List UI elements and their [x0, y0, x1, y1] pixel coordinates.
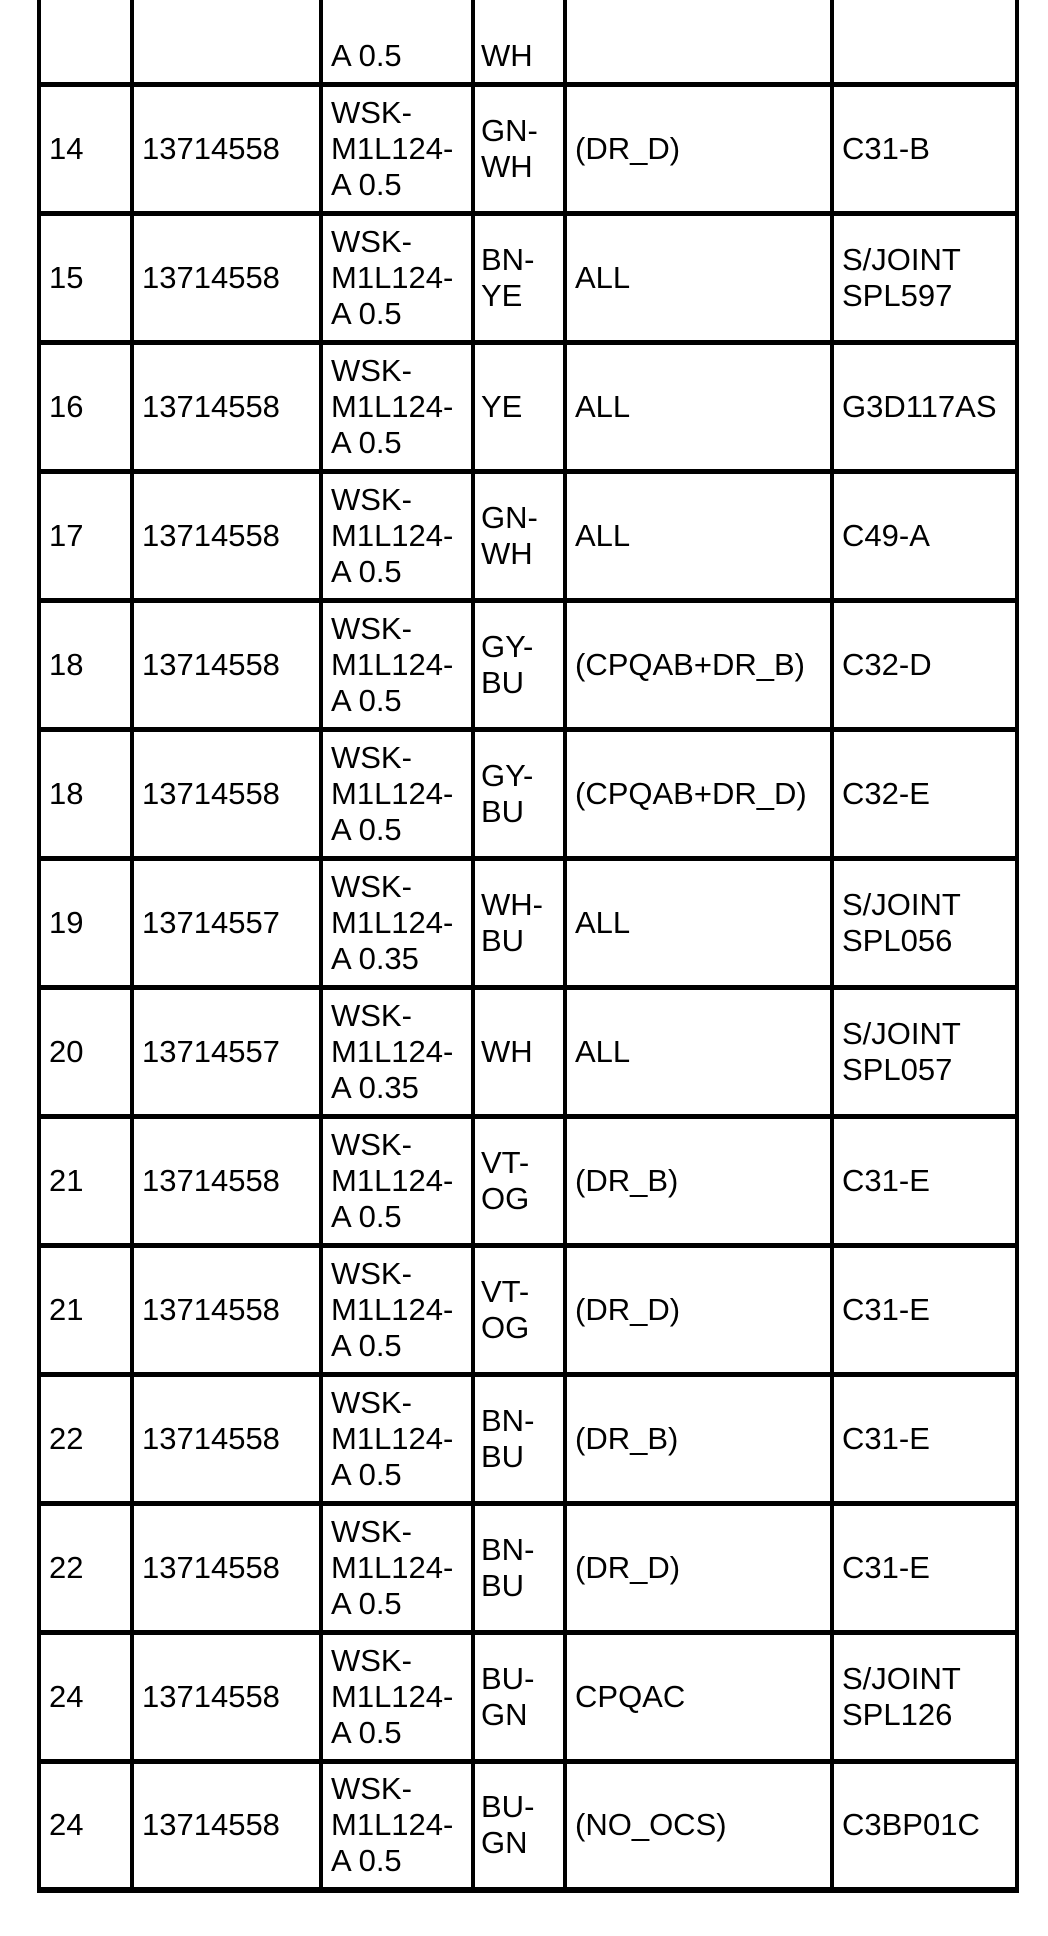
wire-line: WSK-: [331, 997, 412, 1033]
wire-cell: [321, 729, 473, 858]
destination-cell: [832, 600, 1017, 729]
wire-line: WSK-: [331, 223, 412, 259]
color-cell: [473, 471, 565, 600]
wire-line: WSK-: [331, 1255, 412, 1291]
destination-cell: [832, 0, 1017, 84]
destination-line: SPL056: [842, 922, 953, 958]
wire-line: M1L124-: [331, 388, 454, 424]
color-line: VT-: [481, 1273, 530, 1309]
wire-cell: [321, 0, 473, 84]
table-row: [39, 600, 1017, 729]
wire-line: M1L124-: [331, 1678, 454, 1714]
option-cell: ALL: [565, 987, 832, 1116]
cavity-cell: 24: [39, 1761, 132, 1890]
wire-cell: [321, 1374, 473, 1503]
color-line: OG: [481, 1309, 530, 1345]
wire-cell: [321, 213, 473, 342]
table-row: [39, 1503, 1017, 1632]
cavity-cell: 18: [39, 600, 132, 729]
connector-pinout-table: [37, 0, 1019, 1893]
wire-line: M1L124-: [331, 1549, 454, 1585]
destination-line: S/JOINT: [842, 1660, 961, 1696]
destination-line: C49-A: [842, 517, 930, 553]
part-number-cell: 13714558: [132, 729, 321, 858]
part-number-cell: 13714558: [132, 1245, 321, 1374]
cavity-cell: 19: [39, 858, 132, 987]
table-row: [39, 729, 1017, 858]
color-line: VT-: [481, 1144, 530, 1180]
destination-cell: [832, 1245, 1017, 1374]
wire-line: A 0.5: [331, 295, 402, 331]
wire-cell: [321, 987, 473, 1116]
table-row: [39, 84, 1017, 213]
wire-line: WSK-: [331, 481, 412, 517]
option-cell: (DR_D): [565, 84, 832, 213]
destination-cell: [832, 1116, 1017, 1245]
wire-line: M1L124-: [331, 1162, 454, 1198]
table-row: [39, 1632, 1017, 1761]
cavity-cell: 20: [39, 987, 132, 1116]
wire-line: WSK-: [331, 352, 412, 388]
option-cell: (CPQAB+DR_B): [565, 600, 832, 729]
option-cell: (DR_B): [565, 1116, 832, 1245]
color-line: BU-: [481, 1789, 535, 1825]
option-cell: (DR_B): [565, 1374, 832, 1503]
destination-cell: [832, 213, 1017, 342]
destination-cell: [832, 84, 1017, 213]
destination-line: C31-E: [842, 1420, 930, 1456]
color-line: GN: [481, 1696, 528, 1732]
table-body: [39, 0, 1017, 1890]
wire-line: WSK-: [331, 868, 412, 904]
destination-line: SPL126: [842, 1696, 953, 1732]
part-number-cell: [132, 0, 321, 84]
color-line: BU: [481, 1438, 525, 1474]
part-number-cell: 13714558: [132, 1503, 321, 1632]
part-number-cell: 13714558: [132, 600, 321, 729]
option-cell: (NO_OCS): [565, 1761, 832, 1890]
color-cell: [473, 600, 565, 729]
option-cell: ALL: [565, 213, 832, 342]
color-line: BN-: [481, 241, 535, 277]
wire-line: M1L124-: [331, 1807, 454, 1843]
table-row: [39, 342, 1017, 471]
part-number-cell: 13714558: [132, 1374, 321, 1503]
color-line: GN-: [481, 112, 538, 148]
table-row: [39, 1761, 1017, 1890]
destination-line: C31-E: [842, 1162, 930, 1198]
color-cell: [473, 0, 565, 84]
color-line: BU-: [481, 1660, 535, 1696]
wire-line: A 0.5: [331, 1456, 402, 1492]
wire-cell: [321, 858, 473, 987]
color-cell: [473, 1632, 565, 1761]
cavity-cell: 16: [39, 342, 132, 471]
cavity-cell: 15: [39, 213, 132, 342]
part-number-cell: 13714558: [132, 471, 321, 600]
part-number-cell: 13714558: [132, 213, 321, 342]
part-number-cell: 13714558: [132, 1632, 321, 1761]
table-row: [39, 1245, 1017, 1374]
part-number-cell: 13714558: [132, 1116, 321, 1245]
destination-line: C3BP01C: [842, 1807, 980, 1843]
color-cell: [473, 84, 565, 213]
option-cell: ALL: [565, 471, 832, 600]
table-row: [39, 987, 1017, 1116]
part-number-cell: 13714558: [132, 1761, 321, 1890]
wire-line: A 0.5: [331, 1843, 402, 1879]
wire-line: WSK-: [331, 1384, 412, 1420]
destination-cell: [832, 471, 1017, 600]
color-cell: [473, 1503, 565, 1632]
wire-line: A 0.5: [331, 682, 402, 718]
table-row: [39, 213, 1017, 342]
destination-line: C31-E: [842, 1549, 930, 1585]
wire-line: A 0.5: [331, 553, 402, 589]
destination-cell: [832, 729, 1017, 858]
part-number-cell: 13714557: [132, 987, 321, 1116]
color-line: WH-: [481, 886, 543, 922]
destination-line: S/JOINT: [842, 241, 961, 277]
part-number-cell: 13714557: [132, 858, 321, 987]
color-line: WH: [481, 1033, 533, 1069]
wire-line: M1L124-: [331, 1033, 454, 1069]
table-row-continued: [39, 0, 1017, 84]
color-line: BU: [481, 664, 525, 700]
cavity-cell: 22: [39, 1374, 132, 1503]
wire-line: A 0.5: [331, 424, 402, 460]
cavity-cell: 21: [39, 1116, 132, 1245]
color-cell: [473, 1245, 565, 1374]
color-line: BU: [481, 793, 525, 829]
wire-cell: [321, 1245, 473, 1374]
wire-cell: [321, 1632, 473, 1761]
wire-line: A 0.35: [331, 1069, 419, 1105]
color-line: GN-: [481, 499, 538, 535]
color-line: GY-: [481, 757, 534, 793]
color-line: OG: [481, 1180, 530, 1216]
color-line: WH: [481, 37, 533, 73]
destination-cell: [832, 342, 1017, 471]
destination-cell: [832, 987, 1017, 1116]
wire-line: WSK-: [331, 94, 412, 130]
color-cell: [473, 1374, 565, 1503]
wire-line: A 0.5: [331, 166, 402, 202]
wire-line: A 0.35: [331, 940, 419, 976]
wire-cell: [321, 471, 473, 600]
destination-line: S/JOINT: [842, 886, 961, 922]
wire-cell: [321, 1503, 473, 1632]
cavity-cell: 14: [39, 84, 132, 213]
table-row: [39, 858, 1017, 987]
color-cell: [473, 213, 565, 342]
color-line: BN-: [481, 1402, 535, 1438]
destination-cell: [832, 1503, 1017, 1632]
wire-line: A 0.5: [331, 1198, 402, 1234]
part-number-cell: 13714558: [132, 342, 321, 471]
wire-cell: [321, 342, 473, 471]
destination-cell: [832, 858, 1017, 987]
wire-line: A 0.5: [331, 37, 402, 73]
wire-line: M1L124-: [331, 259, 454, 295]
option-cell: (DR_D): [565, 1245, 832, 1374]
option-cell: (DR_D): [565, 1503, 832, 1632]
destination-line: S/JOINT: [842, 1015, 961, 1051]
color-cell: [473, 342, 565, 471]
destination-line: G3D117AS: [842, 388, 997, 424]
color-line: GN: [481, 1825, 528, 1861]
option-cell: CPQAC: [565, 1632, 832, 1761]
wire-line: WSK-: [331, 739, 412, 775]
wire-line: M1L124-: [331, 775, 454, 811]
destination-cell: [832, 1632, 1017, 1761]
cavity-cell: 21: [39, 1245, 132, 1374]
wire-line: WSK-: [331, 1771, 412, 1807]
color-line: GY-: [481, 628, 534, 664]
wire-line: WSK-: [331, 1126, 412, 1162]
color-line: YE: [481, 277, 523, 313]
color-line: WH: [481, 535, 533, 571]
wire-line: M1L124-: [331, 130, 454, 166]
wire-line: WSK-: [331, 1513, 412, 1549]
destination-line: C32-E: [842, 775, 930, 811]
color-line: YE: [481, 388, 523, 424]
destination-line: SPL597: [842, 277, 953, 313]
option-cell: (CPQAB+DR_D): [565, 729, 832, 858]
color-line: BU: [481, 922, 525, 958]
wire-line: M1L124-: [331, 517, 454, 553]
destination-cell: [832, 1374, 1017, 1503]
destination-cell: [832, 1761, 1017, 1890]
color-cell: [473, 729, 565, 858]
destination-line: SPL057: [842, 1051, 953, 1087]
option-cell: ALL: [565, 342, 832, 471]
cavity-cell: 24: [39, 1632, 132, 1761]
color-line: BU: [481, 1567, 525, 1603]
wire-line: M1L124-: [331, 1420, 454, 1456]
color-cell: [473, 858, 565, 987]
table-row: [39, 1116, 1017, 1245]
wire-line: A 0.5: [331, 811, 402, 847]
cavity-cell: [39, 0, 132, 84]
color-line: WH: [481, 148, 533, 184]
destination-line: C31-E: [842, 1291, 930, 1327]
cavity-cell: 22: [39, 1503, 132, 1632]
color-cell: [473, 1761, 565, 1890]
wire-line: M1L124-: [331, 646, 454, 682]
wire-line: A 0.5: [331, 1714, 402, 1750]
option-cell: [565, 0, 832, 84]
table-row: [39, 1374, 1017, 1503]
color-cell: [473, 987, 565, 1116]
color-cell: [473, 1116, 565, 1245]
wire-cell: [321, 84, 473, 213]
option-cell: ALL: [565, 858, 832, 987]
wire-line: A 0.5: [331, 1585, 402, 1621]
wire-cell: [321, 1116, 473, 1245]
wire-line: WSK-: [331, 1642, 412, 1678]
part-number-cell: 13714558: [132, 84, 321, 213]
wire-line: A 0.5: [331, 1327, 402, 1363]
table-row: [39, 471, 1017, 600]
cavity-cell: 17: [39, 471, 132, 600]
cavity-cell: 18: [39, 729, 132, 858]
wire-cell: [321, 1761, 473, 1890]
destination-line: C31-B: [842, 130, 930, 166]
wire-line: M1L124-: [331, 904, 454, 940]
wire-line: M1L124-: [331, 1291, 454, 1327]
destination-line: C32-D: [842, 646, 932, 682]
wire-cell: [321, 600, 473, 729]
color-line: BN-: [481, 1531, 535, 1567]
wire-line: WSK-: [331, 610, 412, 646]
